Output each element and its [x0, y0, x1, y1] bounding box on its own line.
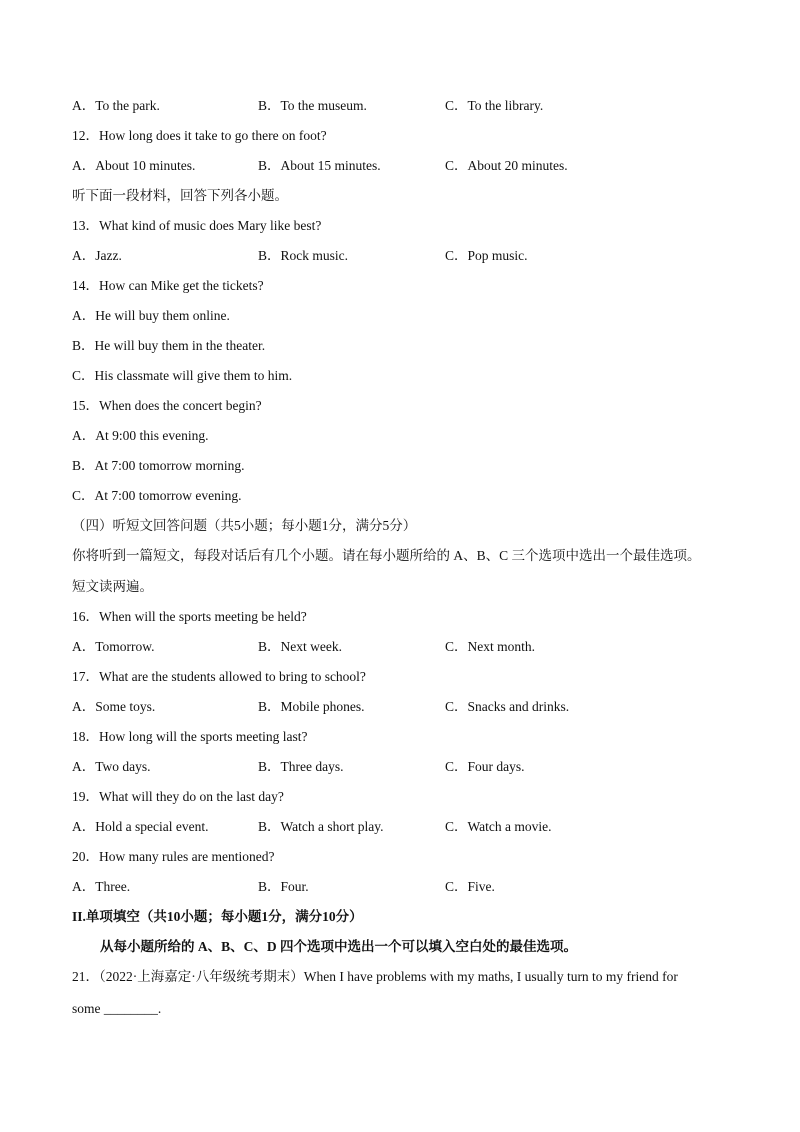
question-13: 13．What kind of music does Mary like best?	[72, 218, 322, 233]
option-b: B．About 15 minutes.	[258, 158, 381, 173]
option-c: C．Five.	[445, 879, 495, 894]
option-a: A．Some toys.	[72, 699, 156, 714]
part-two-heading: II.单项填空（共10小题；每小题1分，满分10分）	[72, 909, 363, 924]
option-b: B．At 7:00 tomorrow morning.	[72, 458, 245, 473]
option-b: B．Rock music.	[258, 248, 348, 263]
option-b: B．Four.	[258, 879, 309, 894]
option-c: C．Four days.	[445, 759, 525, 774]
question-12: 12．How long does it take to go there on foot?	[72, 128, 327, 143]
option-b: B．Mobile phones.	[258, 699, 365, 714]
section-instruction-cont: 短文读两遍。	[72, 579, 153, 594]
question-18: 18．How long will the sports meeting last?	[72, 729, 308, 744]
question-15: 15．When does the concert begin?	[72, 398, 262, 413]
section-heading: （四）听短文回答问题（共5小题；每小题1分，满分5分）	[72, 518, 417, 533]
option-b: B．He will buy them in the theater.	[72, 338, 266, 353]
option-c: C．Next month.	[445, 639, 535, 654]
option-a: A．Jazz.	[72, 248, 122, 263]
option-b: B．Next week.	[258, 639, 342, 654]
section-instruction: 你将听到一篇短文，每段对话后有几个小题。请在每小题所给的 A、B、C 三个选项中选出一个最佳选项。	[72, 548, 701, 563]
option-a: A．Hold a special event.	[72, 819, 209, 834]
option-a: A．At 9:00 this evening.	[72, 428, 209, 443]
option-a: A．To the park.	[72, 98, 160, 113]
question-14: 14．How can Mike get the tickets?	[72, 278, 264, 293]
option-b: B．Watch a short play.	[258, 819, 384, 834]
option-c: C．Watch a movie.	[445, 819, 552, 834]
question-16: 16．When will the sports meeting be held?	[72, 609, 307, 624]
option-a: A．Tomorrow.	[72, 639, 155, 654]
option-b: B．Three days.	[258, 759, 344, 774]
question-19: 19．What will they do on the last day?	[72, 789, 284, 804]
option-c: C．His classmate will give them to him.	[72, 368, 293, 383]
option-c: C．About 20 minutes.	[445, 158, 568, 173]
option-c: C．At 7:00 tomorrow evening.	[72, 488, 242, 503]
option-a: A．He will buy them online.	[72, 308, 230, 323]
question-21: 21．（2022·上海嘉定·八年级统考期末）When I have problems with my maths, I usually turn to my friend for	[72, 969, 678, 984]
option-a: A．About 10 minutes.	[72, 158, 196, 173]
option-b: B．To the museum.	[258, 98, 367, 113]
option-c: C．To the library.	[445, 98, 544, 113]
option-c: C．Snacks and drinks.	[445, 699, 570, 714]
question-21-cont: some ________.	[72, 1001, 162, 1016]
option-a: A．Two days.	[72, 759, 151, 774]
part-two-instruction: 从每小题所给的 A、B、C、D 四个选项中选出一个可以填入空白处的最佳选项。	[100, 939, 578, 954]
question-17: 17．What are the students allowed to bring to school?	[72, 669, 366, 684]
option-c: C．Pop music.	[445, 248, 528, 263]
option-a: A．Three.	[72, 879, 131, 894]
instruction-line: 听下面一段材料，回答下列各小题。	[72, 188, 288, 203]
question-20: 20．How many rules are mentioned?	[72, 849, 275, 864]
